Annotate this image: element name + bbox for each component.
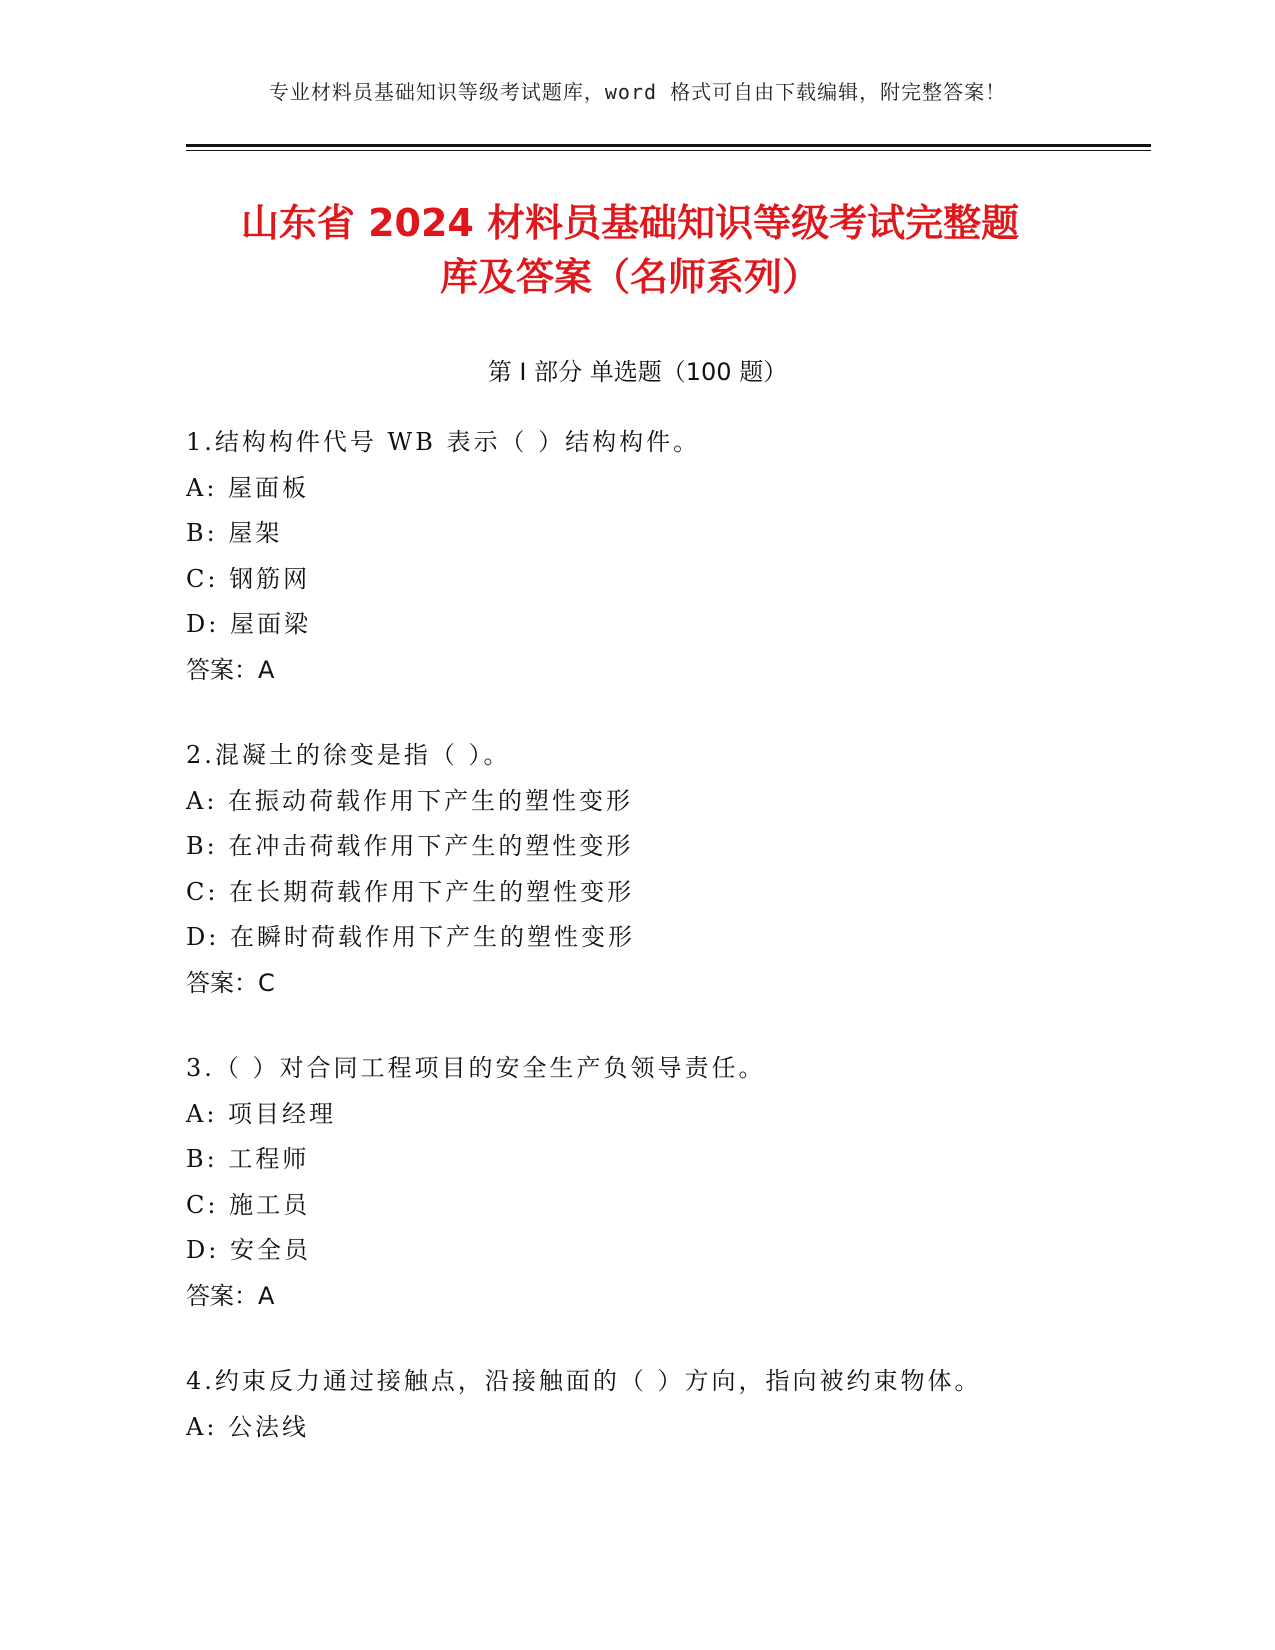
answer: 答案：A	[186, 1281, 275, 1310]
option-a: A: 屋面板	[186, 473, 310, 502]
option-c: C: 钢筋网	[186, 564, 311, 593]
question-3	[186, 1046, 1136, 1319]
document-title-line-1: 山东省 2024 材料员基础知识等级考试完整题	[240, 201, 1020, 245]
header-rule-thin	[186, 150, 1151, 151]
question-stem: 3.（ ）对合同工程项目的安全生产负领导责任。	[186, 1054, 766, 1082]
option-a: A: 在振动荷载作用下产生的塑性变形	[186, 786, 634, 815]
option-c: C: 施工员	[186, 1190, 311, 1219]
question-1	[186, 420, 1136, 693]
header-note: 专业材料员基础知识等级考试题库，word 格式可自由下载编辑，附完整答案！	[268, 80, 1007, 104]
answer: 答案：A	[186, 655, 275, 684]
option-a: A: 公法线	[186, 1412, 310, 1441]
question-stem: 2.混凝土的徐变是指（ ）。	[186, 741, 511, 769]
option-c: C: 在长期荷载作用下产生的塑性变形	[186, 877, 635, 906]
question-2	[186, 733, 1136, 1006]
option-b: B: 工程师	[186, 1145, 310, 1173]
question-4	[186, 1359, 1136, 1450]
option-b: B: 屋架	[186, 519, 283, 547]
section-title: 第 I 部分 单选题（100 题）	[487, 358, 788, 386]
option-d: D: 屋面梁	[186, 610, 311, 638]
question-stem: 1.结构构件代号 WB 表示（ ）结构构件。	[186, 428, 701, 456]
option-b: B: 在冲击荷载作用下产生的塑性变形	[186, 832, 634, 860]
document-title	[180, 196, 1080, 304]
option-d: D: 在瞬时荷载作用下产生的塑性变形	[186, 923, 635, 951]
question-stem: 4.约束反力通过接触点，沿接触面的（ ）方向，指向被约束物体。	[186, 1367, 982, 1395]
header-rule-thick	[186, 144, 1151, 147]
document-title-line-2: 库及答案（名师系列）	[439, 255, 820, 299]
option-d: D: 安全员	[186, 1236, 311, 1264]
option-a: A: 项目经理	[186, 1099, 337, 1128]
answer: 答案：C	[186, 968, 275, 997]
